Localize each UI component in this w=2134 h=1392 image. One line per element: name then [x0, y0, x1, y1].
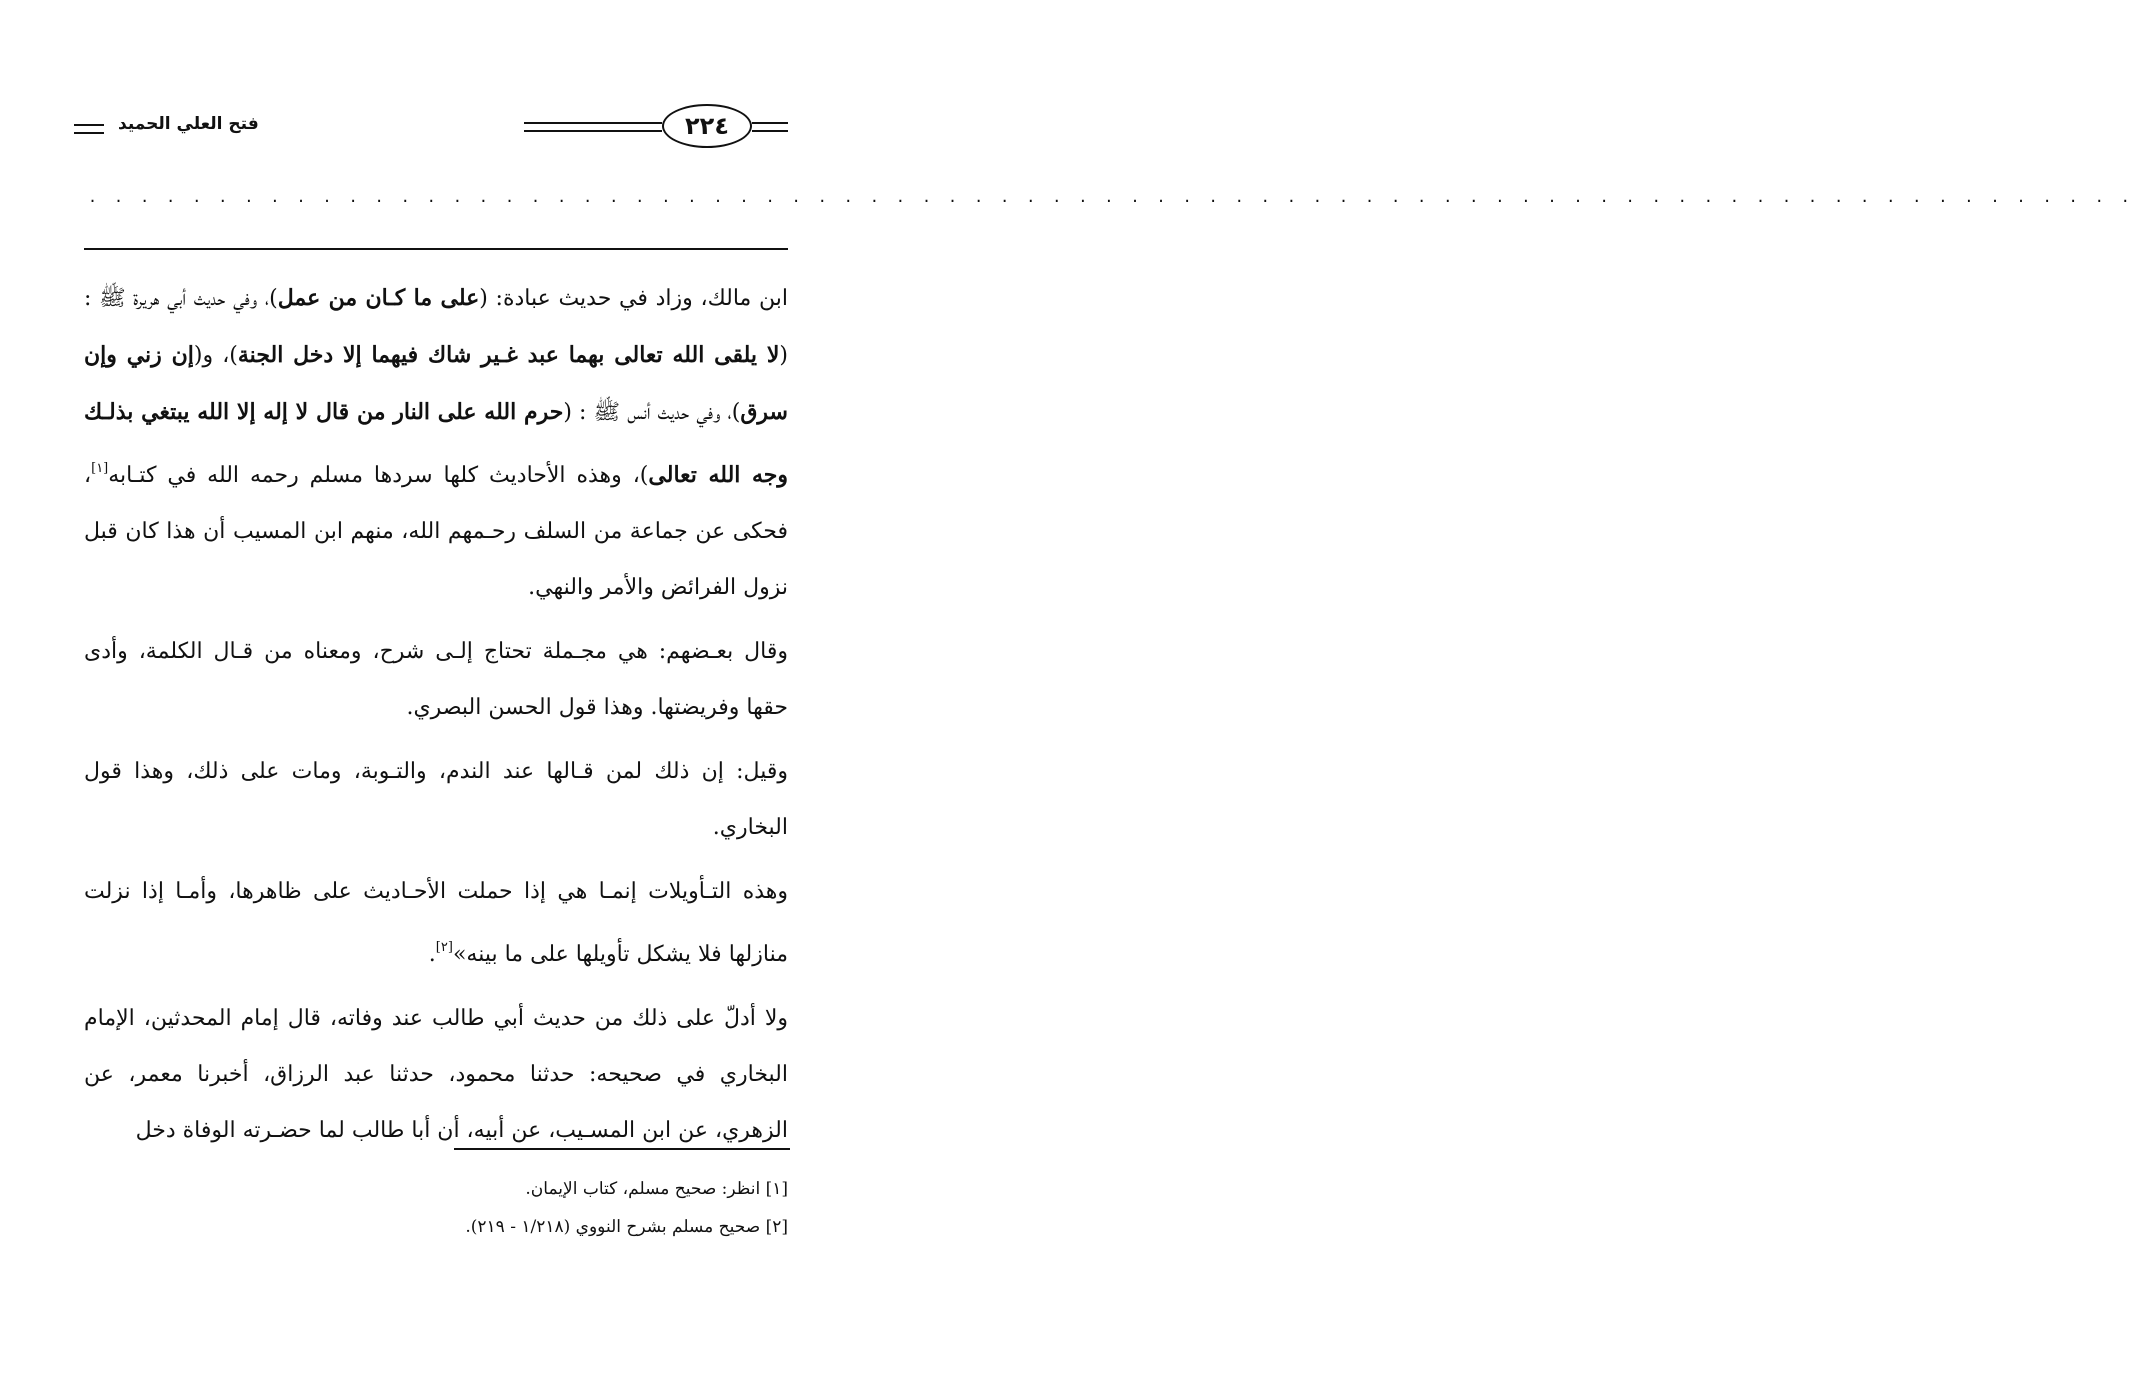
- text-run: )، وفي حديث أنس ﷺ : (: [563, 400, 741, 425]
- paragraph-4: [84, 864, 788, 983]
- text-run: وهذه التـأويلات إنمـا هي إذا حملت الأحـاديث على ظاهرها، وأمـا إذا نزلت منازلها فلا يشكل تأويلها على ما بينه»: [84, 879, 788, 967]
- text-run: )، و(: [193, 343, 238, 368]
- text-run: )، وهذه الأحاديث كلها سردها مسلم رحمه الله في كتـابه: [108, 463, 649, 488]
- footnote-ref-2[interactable]: [٢]: [435, 940, 453, 955]
- header-rule: [84, 248, 788, 250]
- hadith-quote: على ما كـان من عمل: [277, 285, 480, 311]
- footnote-1: [١] انظر: صحيح مسلم، كتاب الإيمان.: [525, 1179, 788, 1199]
- paragraph-5: ولا أدلّ على ذلك من حديث أبي طالب عند وفاته، قال إمام المحدثين، الإمام البخاري في صحيحه: حدثنا محمود، حدثنا عبد الرزاق، أخبرنا معمر، عن الزهري، عن ابن المسـيب، عن أبيه، أن أبا طالب لما حضـرته الوفاة دخل: [84, 1006, 788, 1143]
- text-run: )، وفي حديث أبي هريرة ﷺ : (: [84, 286, 788, 368]
- hadith-quote: حرم الله على النار من قال لا إله إلا الله يبتغي بذلـك وجه الله تعالى: [84, 399, 788, 488]
- header-ornament-left: [74, 124, 104, 134]
- paragraph-2: وقال بعـضهم: هي مجـملة تحتاج إلـى شرح، ومعناه من قـال الكلمة، وأدى حقها وفريضتها. وهذا قول الحسن البصري.: [84, 639, 788, 720]
- text-run: ، فحكى عن جماعة من السلف رحـمهم الله، منهم ابن المسيب أن هذا كان قبل نزول الفرائض والأمر والنهي.: [84, 463, 788, 600]
- hadith-quote: إن زني وإن سرق: [84, 342, 788, 425]
- paragraph-3: وقيل: إن ذلك لمن قـالها عند الندم، والتـوبة، ومات على ذلك، وهذا قول البخاري.: [84, 759, 788, 840]
- dotted-separator: . . . . . . . . . . . . . . . . . . . . . . . . . . . . . . . . . . . . . . . . . . . . . . . . . . . . . . . . . . . . . . . . . . . . . . . . . . . . . . .: [88, 188, 2134, 206]
- footnote-2: [٢] صحيح مسلم بشرح النووي (١/٢١٨ - ٢١٩).: [465, 1217, 788, 1237]
- footnotes: [84, 1170, 788, 1246]
- book-title: فتح العلي الحميد: [118, 114, 259, 134]
- footnote-ref-1[interactable]: [١]: [91, 461, 109, 476]
- paragraph-1: [84, 270, 788, 616]
- body-text: [84, 270, 788, 1167]
- text-run: ابن مالك، وزاد في حديث عبادة: (: [479, 286, 788, 311]
- hadith-quote: لا يلقى الله تعالى بهما عبد غـير شاك فيهما إلا دخل الجنة: [237, 342, 780, 368]
- header-ornament-far-right: [752, 122, 788, 132]
- text-run: .: [428, 942, 436, 967]
- header-ornament-right: [524, 122, 662, 132]
- footnote-rule: [454, 1148, 790, 1150]
- page-number: ٢٢٤: [662, 104, 752, 148]
